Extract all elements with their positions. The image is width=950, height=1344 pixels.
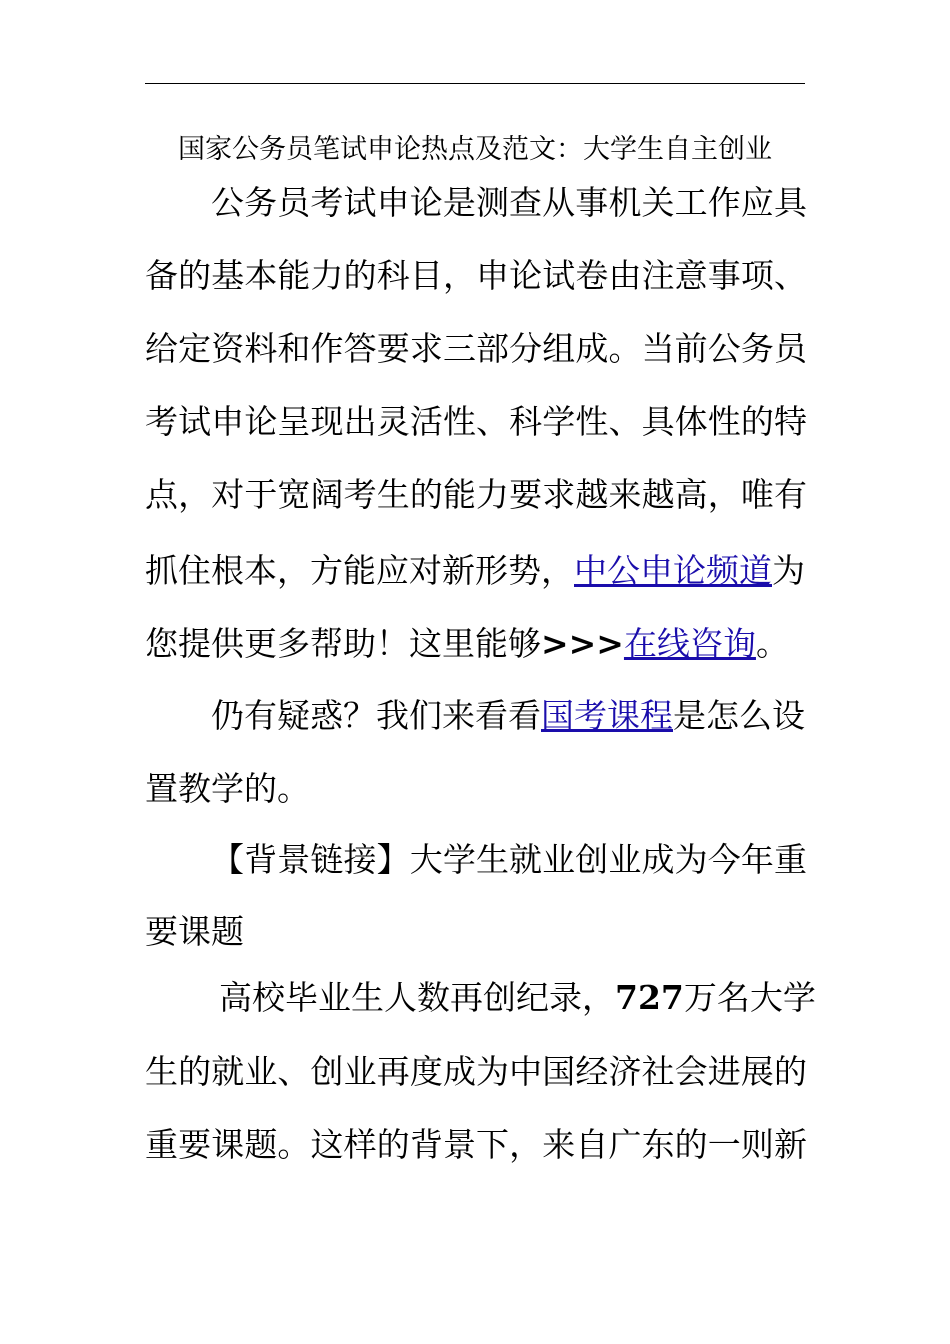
course-link[interactable]: 国考课程 xyxy=(541,696,673,735)
body-line-2: 生的就业、创业再度成为中国经济社会进展的 xyxy=(145,1052,807,1091)
body-line-3: 重要课题。这样的背景下，来自广东的一则新 xyxy=(145,1125,807,1164)
channel-link[interactable]: 中公申论频道 xyxy=(574,551,772,590)
intro-line-4: 考试申论呈现出灵活性、科学性、具体性的特 xyxy=(145,402,807,441)
intro-line-5: 点，对于宽阔考生的能力要求越来越高，唯有 xyxy=(145,475,807,514)
question-line-1 xyxy=(145,694,807,738)
intro-line-6 xyxy=(145,549,807,593)
background-heading-line-1: 【背景链接】大学生就业创业成为今年重 xyxy=(211,840,807,879)
question-line-2: 置教学的。 xyxy=(145,769,310,808)
body-line-1-text: 高校毕业生人数再创纪录， xyxy=(219,978,615,1017)
graduate-count: 727 xyxy=(615,978,684,1017)
document-title: 国家公务员笔试申论热点及范文：大学生自主创业 xyxy=(178,134,772,165)
intro-line-7-tail: 。 xyxy=(755,624,789,663)
question-tail: 是怎么设 xyxy=(673,696,805,735)
intro-line-7-text: 您提供更多帮助！这里能够 xyxy=(145,624,541,663)
online-consult-link[interactable]: 在线咨询 xyxy=(623,624,756,663)
arrow-marker: >>> xyxy=(541,624,624,663)
header-rule xyxy=(145,83,805,84)
intro-line-6-text: 抓住根本，方能应对新形势， xyxy=(145,551,574,590)
intro-line-6-tail: 为 xyxy=(772,551,805,590)
intro-line-7 xyxy=(145,622,807,666)
background-heading-line-2: 要课题 xyxy=(145,912,244,951)
body-line-1-tail: 万名大学 xyxy=(683,978,816,1017)
body-line-1 xyxy=(145,976,816,1020)
question-text: 仍有疑惑？我们来看看 xyxy=(211,696,541,735)
intro-line-2: 备的基本能力的科目，申论试卷由注意事项、 xyxy=(145,256,807,295)
intro-line-1: 公务员考试申论是测查从事机关工作应具 xyxy=(211,183,807,222)
intro-line-3: 给定资料和作答要求三部分组成。当前公务员 xyxy=(145,329,807,368)
